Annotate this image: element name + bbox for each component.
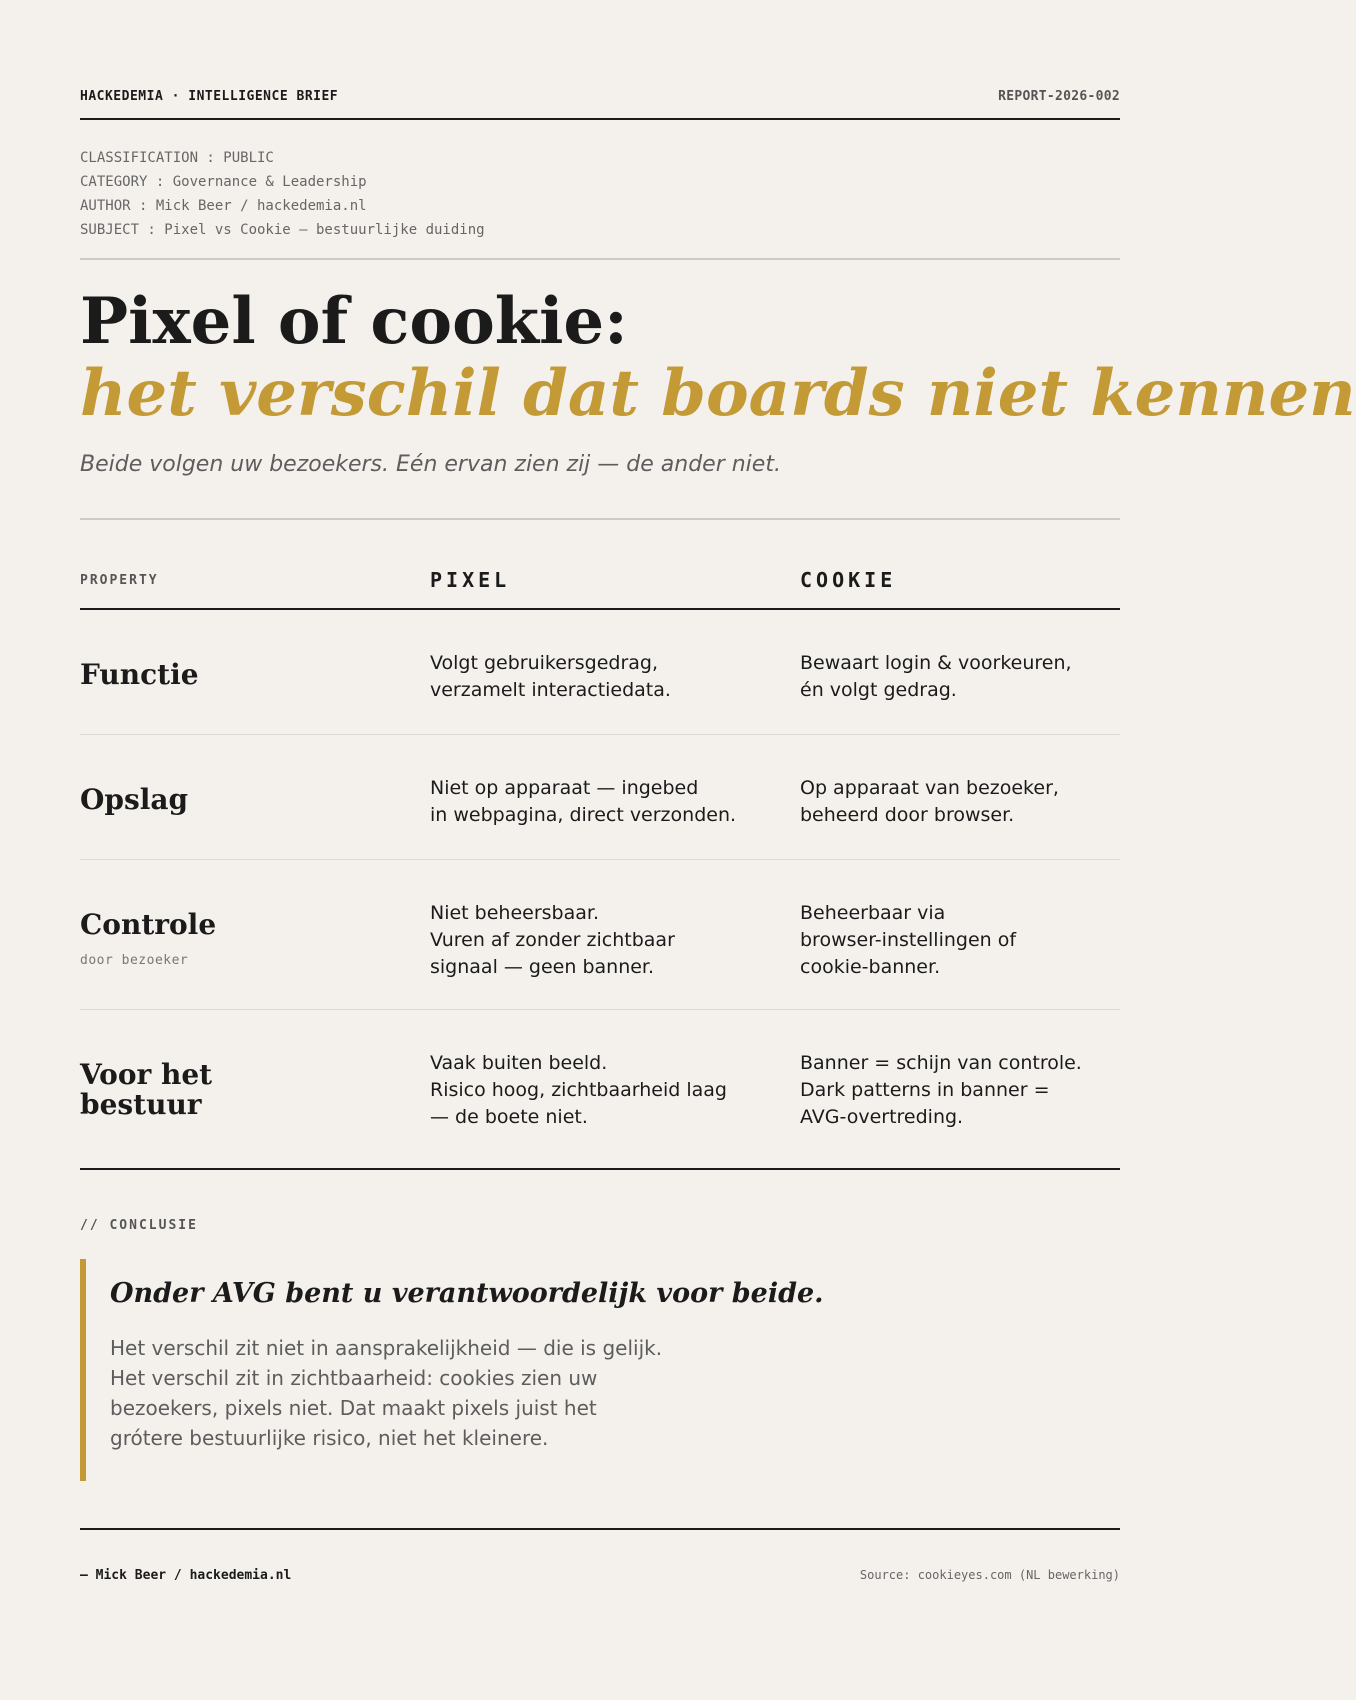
- footer-author: — Mick Beer / hackedemia.nl: [80, 1568, 292, 1583]
- meta-author: AUTHOR : Mick Beer / hackedemia.nl: [80, 198, 367, 214]
- cell-line: signaal — geen banner.: [430, 956, 655, 978]
- conclusion-line: Het verschil zit in zichtbaarheid: cookies zien uw: [110, 1366, 598, 1390]
- row-divider: [80, 1009, 1120, 1010]
- page-title: Pixel of cookie:: [80, 284, 628, 359]
- meta-block: [80, 146, 485, 242]
- row-label-opslag: Opslag: [80, 783, 189, 816]
- cell-line: Bewaart login & voorkeuren,: [800, 652, 1072, 674]
- footer-divider: [80, 1528, 1120, 1530]
- conclusion-line: bezoekers, pixels niet. Dat maakt pixels juist het: [110, 1396, 597, 1420]
- cell-cookie-opslag: [800, 775, 1059, 829]
- meta-category: CATEGORY : Governance & Leadership: [80, 174, 367, 190]
- cell-line: — de boete niet.: [430, 1106, 588, 1128]
- cell-line: én volgt gedrag.: [800, 679, 957, 701]
- cell-cookie-controle: [800, 900, 1016, 981]
- cell-pixel-opslag: [430, 775, 736, 829]
- cell-line: Vaak buiten beeld.: [430, 1052, 608, 1074]
- cell-line: cookie-banner.: [800, 956, 941, 978]
- cell-line: Risico hoog, zichtbaarheid laag: [430, 1079, 727, 1101]
- conclusion-heading: Onder AVG bent u verantwoordelijk voor beide.: [110, 1278, 824, 1309]
- report-id: REPORT-2026-002: [998, 89, 1120, 104]
- cell-line: Niet beheersbaar.: [430, 902, 600, 924]
- cell-line: Banner = schijn van controle.: [800, 1052, 1082, 1074]
- cell-line: Beheerbaar via: [800, 902, 946, 924]
- brand-label: HACKEDEMIA · INTELLIGENCE BRIEF: [80, 89, 339, 104]
- footer-source: Source: cookieyes.com (NL bewerking): [859, 1568, 1120, 1582]
- title-divider: [80, 518, 1120, 520]
- cell-line: Dark patterns in banner =: [800, 1079, 1050, 1101]
- page-title-accent: het verschil dat boards niet kennen: [80, 356, 1356, 431]
- row-divider: [80, 734, 1120, 735]
- conclusion-label: // CONCLUSIE: [80, 1218, 198, 1233]
- cell-line: in webpagina, direct verzonden.: [430, 804, 737, 826]
- row-label-line: bestuur: [80, 1088, 202, 1121]
- cell-line: AVG-overtreding.: [800, 1106, 964, 1128]
- table-header-divider: [80, 608, 1120, 610]
- row-label-line: Voor het: [80, 1058, 213, 1091]
- cell-line: Niet op apparaat — ingebed: [430, 777, 699, 799]
- table-header-cookie: COOKIE: [800, 568, 897, 592]
- row-label-voor-het-bestuur: [80, 1060, 212, 1120]
- cell-cookie-bestuur: [800, 1050, 1082, 1131]
- header-divider: [80, 118, 1120, 120]
- meta-classification: CLASSIFICATION : PUBLIC: [80, 150, 274, 166]
- cell-pixel-functie: [430, 650, 671, 704]
- cell-pixel-bestuur: [430, 1050, 727, 1131]
- cell-line: verzamelt interactiedata.: [430, 679, 671, 701]
- conclusion-line: grótere bestuurlijke risico, niet het kleinere.: [110, 1426, 549, 1450]
- conclusion-body: [110, 1333, 662, 1453]
- cell-pixel-controle: [430, 900, 675, 981]
- row-divider: [80, 859, 1120, 860]
- cell-line: Vuren af zonder zichtbaar: [430, 929, 675, 951]
- page-subtitle: Beide volgen uw bezoekers. Eén ervan zien zij — de ander niet.: [80, 452, 781, 477]
- conclusion-accent-bar: [80, 1259, 86, 1481]
- conclusion-line: Het verschil zit niet in aansprakelijkheid — die is gelijk.: [110, 1336, 663, 1360]
- row-label-functie: Functie: [80, 658, 199, 691]
- cell-line: Volgt gebruikersgedrag,: [430, 652, 659, 674]
- cell-cookie-functie: [800, 650, 1072, 704]
- row-label-controle: Controle: [80, 908, 217, 941]
- table-header-property: PROPERTY: [80, 573, 159, 588]
- cell-line: browser-instellingen of: [800, 929, 1017, 951]
- cell-line: Op apparaat van bezoeker,: [800, 777, 1059, 799]
- row-sublabel-controle: door bezoeker: [80, 953, 189, 968]
- table-header-pixel: PIXEL: [430, 568, 511, 592]
- meta-subject: SUBJECT : Pixel vs Cookie — bestuurlijke duiding: [80, 222, 485, 238]
- meta-divider: [80, 258, 1120, 260]
- cell-line: beheerd door browser.: [800, 804, 1015, 826]
- table-bottom-divider: [80, 1168, 1120, 1170]
